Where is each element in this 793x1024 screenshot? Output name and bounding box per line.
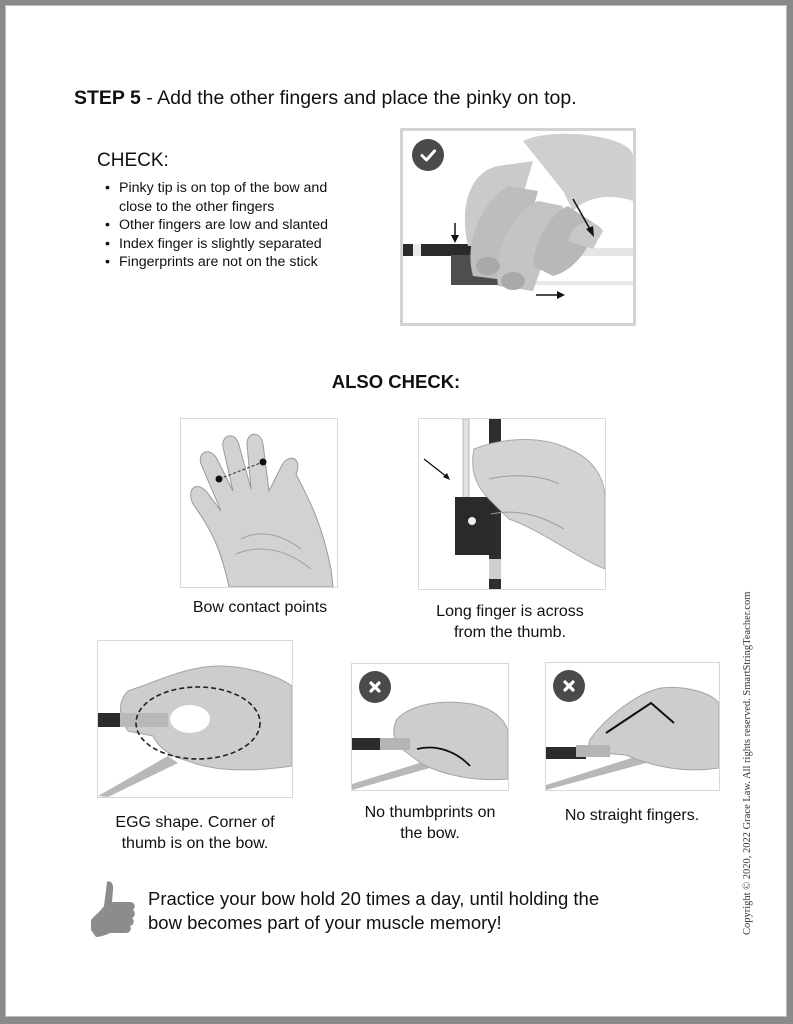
egg-shape-caption: EGG shape. Corner of thumb is on the bow. [115, 814, 275, 852]
step-instruction: Add the other fingers and place the pinky on top. [157, 87, 577, 109]
egg-shape-photo [97, 640, 293, 798]
no-straight-fingers-photo [545, 662, 720, 791]
check-item: • Pinky tip is on top of the bow and close to the other fingers [105, 179, 359, 216]
practice-tip: Practice your bow hold 20 times a day, until holding the bow becomes part of your muscle memory! [148, 888, 600, 933]
check-list [105, 179, 359, 272]
step-title: STEP 5 - Add the other fingers and place the pinky on top. [74, 87, 577, 109]
open-palm-illustration [181, 419, 337, 587]
correct-badge [412, 139, 444, 171]
check-item: • Index finger is slightly separated [105, 235, 359, 254]
thumbs-up-icon [90, 880, 136, 938]
contact-points-photo [180, 418, 338, 588]
check-heading: CHECK: [97, 150, 169, 171]
contact-points-caption: Bow contact points [192, 599, 328, 616]
long-finger-photo [418, 418, 606, 590]
checkmark-icon [419, 146, 437, 164]
worksheet-page [5, 5, 787, 1017]
no-thumbprints-caption: No thumbprints on the bow. [364, 804, 496, 842]
also-check-heading: ALSO CHECK: [331, 371, 461, 392]
no-thumbprints-photo [351, 663, 509, 791]
long-finger-caption: Long finger is across from the thumb. [436, 603, 584, 641]
egg-shape-illustration [98, 641, 292, 797]
main-bow-hold-photo [400, 128, 636, 326]
vertical-bow-hold-illustration [419, 419, 605, 589]
check-item: • Other fingers are low and slanted [105, 216, 359, 235]
x-icon [562, 679, 576, 693]
copyright-notice: Copyright © 2020, 2022 Grace Law. All rights reserved. SmartStringTeacher.com [742, 591, 753, 935]
no-straight-fingers-caption: No straight fingers. [564, 807, 700, 824]
step-number: STEP 5 [74, 87, 141, 109]
check-item: • Fingerprints are not on the stick [105, 253, 359, 272]
incorrect-badge [359, 671, 391, 703]
x-icon [368, 680, 382, 694]
incorrect-badge [553, 670, 585, 702]
